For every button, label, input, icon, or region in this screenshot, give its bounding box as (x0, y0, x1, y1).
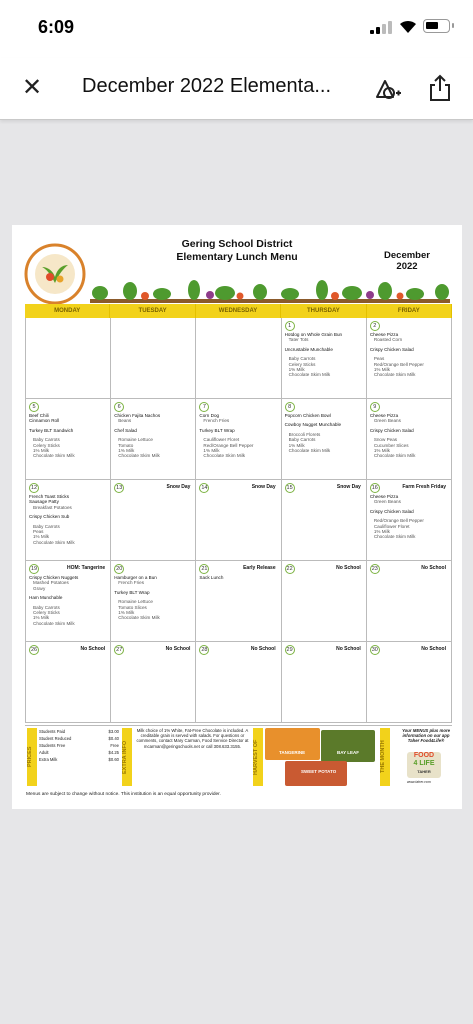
menu-side: Baby Carrots (288, 437, 316, 443)
week-row (25, 642, 452, 723)
menu-entree: Crispy Chicken Sub (29, 514, 70, 520)
day-cell (25, 480, 111, 560)
document-toolbar (0, 58, 473, 120)
day-number: 22 (286, 566, 293, 572)
markup-add-icon[interactable] (373, 75, 401, 103)
bay-leaf-label: BAY LEAF (337, 750, 360, 755)
menu-side: Tomato (118, 442, 134, 448)
cellular-signal-icon (370, 20, 392, 34)
website-link[interactable]: www.taher.com (407, 780, 431, 784)
menu-side: 1% Milk (373, 367, 390, 373)
menu-document (12, 225, 462, 809)
district-name: Gering School District (181, 238, 293, 250)
close-icon[interactable]: ✕ (21, 74, 43, 101)
day-cell (282, 480, 367, 560)
harvest-photos (265, 728, 375, 786)
day-cell (282, 561, 367, 641)
day-number: 15 (286, 485, 293, 491)
extra-info-label: EXTRA INFO (122, 728, 132, 786)
day-cell (25, 561, 111, 641)
day-cell (25, 399, 111, 479)
menu-side: 1% Milk (288, 442, 305, 448)
promo-text: Your MENUS plus more information on our app Taher Food4Life® (401, 728, 451, 744)
price-row (39, 756, 119, 763)
menu-footer (25, 725, 452, 787)
day-note: No School (336, 565, 361, 571)
price-label: Students Free (39, 743, 66, 748)
menu-entree: Turkey BLT Wrap (199, 427, 235, 433)
week-row (25, 561, 452, 642)
brand-line2: 4 LIFE (413, 760, 435, 767)
price-value: $4.25 (108, 750, 119, 755)
day-cell (111, 480, 196, 560)
day-number: 1 (285, 321, 295, 331)
menu-side: Cucumber Slices (373, 442, 409, 448)
menu-entree: Cinnamon Roll (29, 418, 60, 424)
day-number: 19 (30, 566, 38, 572)
menu-side: Tomato Slices (118, 604, 147, 610)
price-label: Adult (39, 750, 49, 755)
menu-side: Baby Carrots (288, 356, 316, 362)
price-value: $0.60 (108, 757, 119, 762)
day-cell (196, 318, 281, 398)
menu-entree: Beef Chili (29, 413, 49, 418)
menu-side: 1% Milk (373, 529, 390, 535)
menu-side: Chocolate Skim Milk (288, 372, 331, 378)
menu-side: Red/Orange Bell Pepper (373, 518, 424, 524)
menu-side: Chocolate Skim Milk (33, 539, 75, 545)
menu-entree: Ham Munchable (29, 595, 63, 601)
menu-entree: Crispy Chicken Nuggets (29, 575, 79, 580)
day-note: No School (80, 646, 106, 652)
menu-entree: Turkey BLT Wrap (114, 589, 150, 595)
menu-side: Celery Sticks (33, 442, 60, 448)
day-cell (196, 561, 281, 641)
calendar-grid (25, 318, 452, 723)
menu-entree: Crispy Chicken Salad (369, 346, 414, 352)
menu-side: 1% Milk (203, 448, 220, 454)
week-row (25, 318, 452, 399)
menu-side: 1% Milk (33, 534, 50, 540)
day-number: 6 (114, 402, 124, 412)
menu-entree: Cowboy Nugget Munchable (284, 422, 342, 428)
day-note: No School (336, 646, 361, 652)
menu-entree: Cheese Pizza (369, 413, 399, 418)
month-label-vertical: THE MONTH (380, 728, 390, 786)
day-cell (111, 318, 196, 398)
menu-side: Baby Carrots (33, 604, 60, 610)
day-note: No School (421, 646, 447, 652)
menu-entree: French Toast Sticks (29, 494, 69, 499)
menu-entree: Crispy Chicken Salad (369, 508, 414, 514)
sweet-potato-photo (285, 761, 347, 786)
menu-side: Mashed Potatoes (33, 580, 69, 586)
battery-icon (423, 19, 450, 33)
weekday-wednesday: WEDNESDAY (196, 304, 281, 318)
day-cell (282, 642, 367, 722)
price-value: $3.00 (108, 729, 119, 734)
menu-entree: Sausage Patty (29, 499, 59, 505)
menu-name: Elementary Lunch Menu (176, 251, 298, 263)
menu-entree: Turkey BLT Sandwich (29, 427, 74, 433)
menu-side: Red/Orange Bell Pepper (203, 442, 254, 448)
disclaimer: Menus are subject to change without notice. This institution is an equal opportunity provider. (26, 792, 221, 797)
price-value: Free (110, 743, 119, 748)
menu-side: Celery Sticks (33, 610, 60, 616)
menu-entree: Hotdog on Whole Grain Bun (284, 332, 343, 337)
prices-table (39, 728, 119, 786)
day-number: 27 (116, 647, 123, 653)
menu-side: Chocolate Skim Milk (118, 453, 160, 459)
day-number: 26 (30, 647, 38, 653)
day-number: 30 (371, 647, 378, 653)
menu-side: 1% Milk (33, 615, 50, 621)
weekday-header (25, 304, 452, 318)
day-cell (25, 642, 111, 722)
day-number: 20 (116, 566, 123, 572)
share-icon[interactable] (428, 74, 452, 102)
day-cell (196, 480, 281, 560)
day-cell (367, 480, 452, 560)
menu-entree: Cheese Pizza (369, 494, 399, 499)
day-cell (111, 561, 196, 641)
menu-entree: Chef Salad (114, 427, 137, 433)
menu-side: Chocolate Skim Milk (33, 453, 75, 459)
day-number: 8 (285, 402, 295, 412)
menu-side: French Fries (118, 580, 144, 586)
menu-side: Cauliflower Floret (203, 437, 240, 443)
day-cell (111, 399, 196, 479)
day-note: HOM: Tangerine (66, 565, 106, 571)
menu-side: Gravy (33, 585, 46, 591)
month-label: December (384, 250, 430, 261)
brand-line3: TAHER (417, 769, 431, 774)
weekday-tuesday: TUESDAY (110, 304, 195, 318)
menu-side: 1% Milk (118, 448, 135, 454)
price-label: Students Paid (39, 729, 66, 734)
menu-entree: Chicken Fajita Nachos (114, 413, 161, 418)
price-row (39, 742, 119, 749)
price-row (39, 749, 119, 756)
weekday-thursday: THURSDAY (281, 304, 366, 318)
food4life-logo (407, 752, 441, 778)
day-number: 5 (29, 402, 39, 412)
wifi-icon (398, 19, 418, 34)
day-note: Snow Day (336, 484, 361, 490)
document-title: December 2022 Elementa... (82, 75, 332, 97)
status-time: 6:09 (38, 17, 75, 37)
menu-side: Romaine Lettuce (118, 599, 153, 605)
vegetable-banner (90, 273, 450, 303)
menu-side: Chocolate Skim Milk (373, 453, 416, 459)
day-note: Farm Fresh Friday (402, 484, 447, 490)
price-row (39, 728, 119, 735)
menu-entree: Popcorn Chicken Bowl (284, 413, 331, 418)
menu-side: Chocolate Skim Milk (373, 534, 416, 540)
day-cell (367, 399, 452, 479)
menu-side: Breakfast Potatoes (33, 504, 72, 510)
weekday-friday: FRIDAY (367, 304, 452, 318)
weekday-monday: MONDAY (25, 304, 110, 318)
day-number: 9 (370, 402, 380, 412)
week-row (25, 399, 452, 480)
prices-label: PRICES (27, 728, 37, 786)
menu-side: Chocolate Skim Milk (373, 372, 416, 378)
price-label: Student Reduced (39, 736, 72, 741)
day-cell (282, 399, 367, 479)
menu-month (372, 250, 442, 272)
menu-side: 1% Milk (118, 610, 135, 616)
menu-entree: Uncrustable Munchable (284, 346, 333, 352)
menu-entree: Crispy Chicken Salad (369, 427, 414, 433)
status-bar (0, 0, 473, 58)
day-number: 21 (201, 566, 208, 572)
menu-entree: Cheese Pizza (369, 332, 399, 337)
price-label: Extra Milk (39, 757, 58, 762)
day-cell (367, 561, 452, 641)
app-promo (397, 728, 455, 786)
day-number: 2 (370, 321, 380, 331)
menu-side: Roasted Corn (373, 337, 403, 343)
menu-entree: Corn Dog (199, 413, 220, 418)
price-row (39, 735, 119, 742)
menu-side: Celery Sticks (288, 361, 316, 367)
seedling-cafe-logo (24, 243, 86, 305)
menu-side: Green Beans (373, 418, 401, 424)
day-cell (111, 642, 196, 722)
menu-side: 1% Milk (33, 448, 50, 454)
menu-side: Green Beans (373, 499, 401, 505)
menu-side: Romaine Lettuce (118, 437, 153, 443)
menu-side: Chocolate Skim Milk (118, 615, 160, 621)
menu-side: 1% Milk (373, 448, 390, 454)
menu-side: Red/Orange Bell Pepper (373, 361, 424, 367)
menu-side: Tater Tots (288, 337, 309, 343)
sweet-potato-label: SWEET POTATO (301, 769, 337, 774)
menu-side: Peas (373, 356, 385, 362)
menu-side: French Fries (203, 418, 230, 424)
bay-leaf-photo (321, 730, 375, 762)
day-number: 16 (371, 485, 378, 491)
menu-side: Baby Carrots (33, 437, 60, 443)
menu-side: Beans (118, 418, 132, 424)
day-note: No School (250, 646, 276, 652)
menu-side: Chocolate Skim Milk (33, 620, 75, 626)
brand-line1: FOOD (413, 752, 435, 759)
day-number: 29 (286, 647, 293, 653)
year-label: 2022 (396, 261, 418, 272)
price-value: $0.40 (108, 736, 119, 741)
menu-side: Broccoli Florets (288, 431, 321, 437)
day-number: 14 (201, 485, 208, 491)
day-number: 12 (30, 485, 38, 491)
day-note: Early Release (243, 565, 276, 571)
day-number: 23 (371, 566, 378, 572)
menu-side: Chocolate Skim Milk (203, 453, 246, 459)
harvest-label: HARVEST OF (253, 728, 263, 786)
menu-entree: Hamburger on a Bun (114, 575, 157, 580)
menu-side: Baby Carrots (33, 523, 60, 529)
day-cell (25, 318, 111, 398)
day-cell (367, 642, 452, 722)
menu-entree: Sack Lunch (199, 575, 224, 580)
menu-side: Chocolate Skim Milk (288, 448, 331, 454)
menu-side: 1% Milk (288, 367, 305, 373)
day-cell (367, 318, 452, 398)
tangerine-photo (265, 728, 320, 760)
day-number: 13 (116, 485, 123, 491)
day-cell (196, 399, 281, 479)
tangerine-label: TANGERINE (279, 750, 306, 755)
day-cell (282, 318, 367, 398)
extra-info-text: Milk choice of 1% White, Fat-Free Chocolate is included. A creditable grain is served with salads. For questions or comments, contact Mary Carman, Food Service Director at mcarman@geringschools.net or call 308.633.3155. (136, 728, 249, 749)
menu-title (147, 238, 327, 264)
day-note: Snow Day (166, 484, 191, 490)
day-cell (196, 642, 281, 722)
menu-side: Snow Peas (373, 437, 398, 443)
week-row (25, 480, 452, 561)
day-note: No School (165, 646, 191, 652)
day-note: No School (421, 565, 447, 571)
day-number: 7 (199, 402, 209, 412)
menu-side: Peas (33, 529, 44, 535)
day-number: 28 (201, 647, 208, 653)
menu-side: Cauliflower Floret (373, 523, 410, 529)
day-note: Snow Day (251, 484, 276, 490)
